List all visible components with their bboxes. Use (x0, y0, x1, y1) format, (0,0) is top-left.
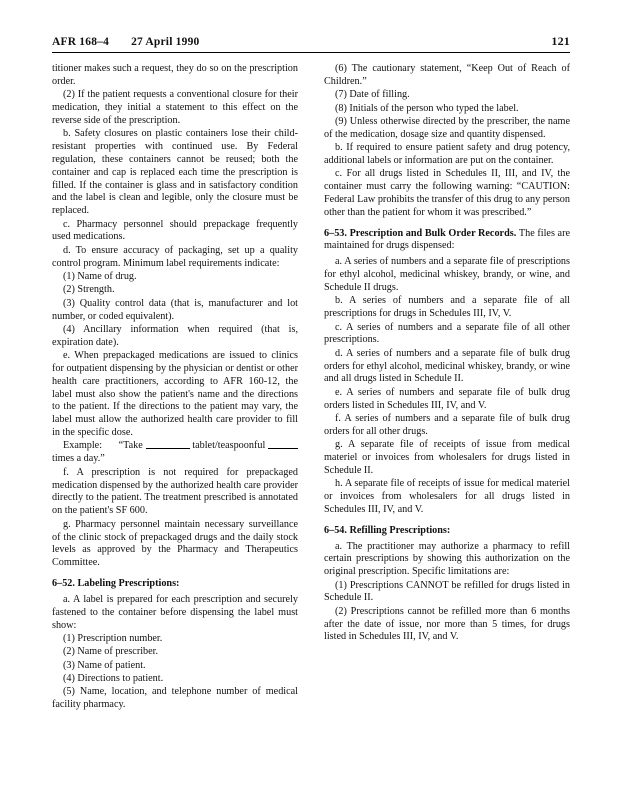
paragraph: e. A series of numbers and separate file of bulk drug orders listed in Schedules III, IV, and V. (324, 386, 570, 411)
header-divider (52, 52, 570, 53)
example-middle: tablet/teaspoonful (192, 440, 266, 452)
paragraph: (6) The cautionary statement, “Keep Out of Reach of Children.” (324, 63, 570, 87)
paragraph: d. To ensure accuracy of packaging, set up a quality control program. Minimum label requirements indicate: (52, 244, 298, 269)
paragraph: titioner makes such a request, they do so on the prescription order. (52, 63, 298, 87)
paragraph: (4) Ancillary information when required (that is, expiration date). (52, 323, 298, 348)
example-prefix: Example: (63, 440, 103, 452)
paragraph: a. The practitioner may authorize a pharmacy to refill certain prescriptions by showing this authorization on the original prescription. Specific limitations are: (324, 540, 570, 578)
left-column (52, 63, 298, 712)
paragraph: b. Safety closures on plastic containers lose their child-resistant properties with continued use. By Federal regulation, these containers cannot be reused; both the container and cap is replaced each time the prescription is filled. If the container is glass and in satisfactory condition and the label is clean and legible, only the closure must be replaced. (52, 128, 298, 217)
section-number: 6–54. (324, 524, 347, 536)
page-header (52, 34, 570, 49)
section-title: Labeling Prescriptions: (77, 578, 180, 590)
paragraph: a. A series of numbers and a separate file of prescriptions for ethyl alcohol, medicinal whiskey, brandy, or wine, and Schedule II drugs. (324, 256, 570, 293)
section-heading-6-53 (324, 228, 570, 254)
paragraph: (1) Name of drug. (63, 271, 137, 282)
paragraph: f. A prescription is not required for prepackaged medication dispensed by the authorized health care provider directly to the patient. The treatment prescribed is annotated on the patient's SF 600. (52, 466, 298, 517)
paragraph: d. A series of numbers and a separate file of bulk drug orders for ethyl alcohol, medicinal whiskey, brandy, or wine and all drugs listed in Schedule II. (324, 347, 570, 385)
paragraph: a. A label is prepared for each prescription and securely fastened to the container before dispensing the label must show: (52, 593, 298, 631)
paragraph: (7) Date of filling. (335, 89, 410, 101)
section-heading-6-52 (52, 578, 298, 591)
paragraph: (9) Unless otherwise directed by the prescriber, the name of the medication, dosage size and quantity dispensed. (324, 115, 570, 140)
paragraph: c. A series of numbers and a separate file of all other prescriptions. (324, 321, 570, 346)
right-column (324, 63, 570, 712)
paragraph: f. A series of numbers and a separate file of bulk drug orders for all other drugs. (324, 412, 570, 437)
paragraph: (2) Name of prescriber. (63, 646, 159, 658)
paragraph: h. A separate file of receipts of issue for medical materiel or invoices from wholesalers for all drugs listed in Schedules III, IV, and V. (324, 478, 570, 515)
section-number: 6–53. (324, 227, 347, 239)
example-line (52, 440, 298, 466)
section-number: 6–52. (52, 578, 75, 590)
example-suffix: times a day.” (52, 453, 105, 465)
paragraph: (8) Initials of the person who typed the label. (335, 102, 519, 114)
two-column-body (52, 63, 570, 712)
paragraph: (2) Strength. (63, 284, 115, 296)
paragraph: (1) Prescription number. (63, 632, 163, 644)
paragraph: (3) Quality control data (that is, manufacturer and lot number, or coded equivalent). (52, 297, 298, 322)
fill-in-blank (268, 440, 298, 448)
paragraph: (2) If the patient requests a conventional closure for their medication, they initial a statement to this effect on the reverse side of the prescription. (52, 89, 298, 126)
header-left-group (52, 36, 199, 48)
paragraph: c. Pharmacy personnel should prepackage frequently used medications. (52, 218, 298, 243)
paragraph: (1) Prescriptions CANNOT be refilled for drugs listed in Schedule II. (324, 579, 570, 604)
paragraph: c. For all drugs listed in Schedules II, III, and IV, the container must carry the following warning: “CAUTION: Federal Law prohibits the transfer of this drug to any person other than the patient for whom it was prescribed.” (324, 168, 570, 218)
section-heading-6-54 (324, 525, 570, 538)
header-document-number: AFR 168–4 (52, 36, 110, 48)
section-title: Prescription and Bulk Order Records. (349, 227, 517, 239)
example-quote-open: “Take (118, 440, 143, 452)
paragraph: (2) Prescriptions cannot be refilled more than 6 months after the date of issue, nor more than 5 times, for drugs listed in Schedules III, IV, and V. (324, 605, 570, 643)
paragraph: g. A separate file of receipts of issue from medical materiel or invoices from wholesalers for drugs listed in Schedule II. (324, 439, 570, 476)
page-number: 121 (551, 34, 570, 48)
paragraph: (4) Directions to patient. (63, 672, 164, 684)
paragraph: (3) Name of patient. (63, 659, 146, 671)
paragraph: e. When prepackaged medications are issued to clinics for outpatient dispensing by the physician or dentist or other health care practitioners, according to AFR 160-12, the label must also show the patient's name and the directions to the patient. If the directions to the patient may vary, the label must allow the authorized health care provider to fill in the specific dose. (52, 350, 298, 439)
header-date: 27 April 1990 (131, 36, 200, 48)
section-lead: The files are maintained for drugs dispensed: (324, 227, 570, 252)
paragraph: (5) Name, location, and telephone number of medical facility pharmacy. (52, 686, 298, 711)
paragraph: b. If required to ensure patient safety and drug potency, additional labels or information are put on the container. (324, 142, 570, 166)
section-title: Refilling Prescriptions: (349, 524, 451, 536)
paragraph: g. Pharmacy personnel maintain necessary surveillance of the clinic stock of prepackaged drugs and the daily stock levels as approved by the Pharmacy and Therapeutics Committee. (52, 518, 298, 569)
paragraph: b. A series of numbers and a separate file of all prescriptions for drugs in Schedules III, IV, V. (324, 295, 570, 320)
fill-in-blank (146, 440, 190, 448)
